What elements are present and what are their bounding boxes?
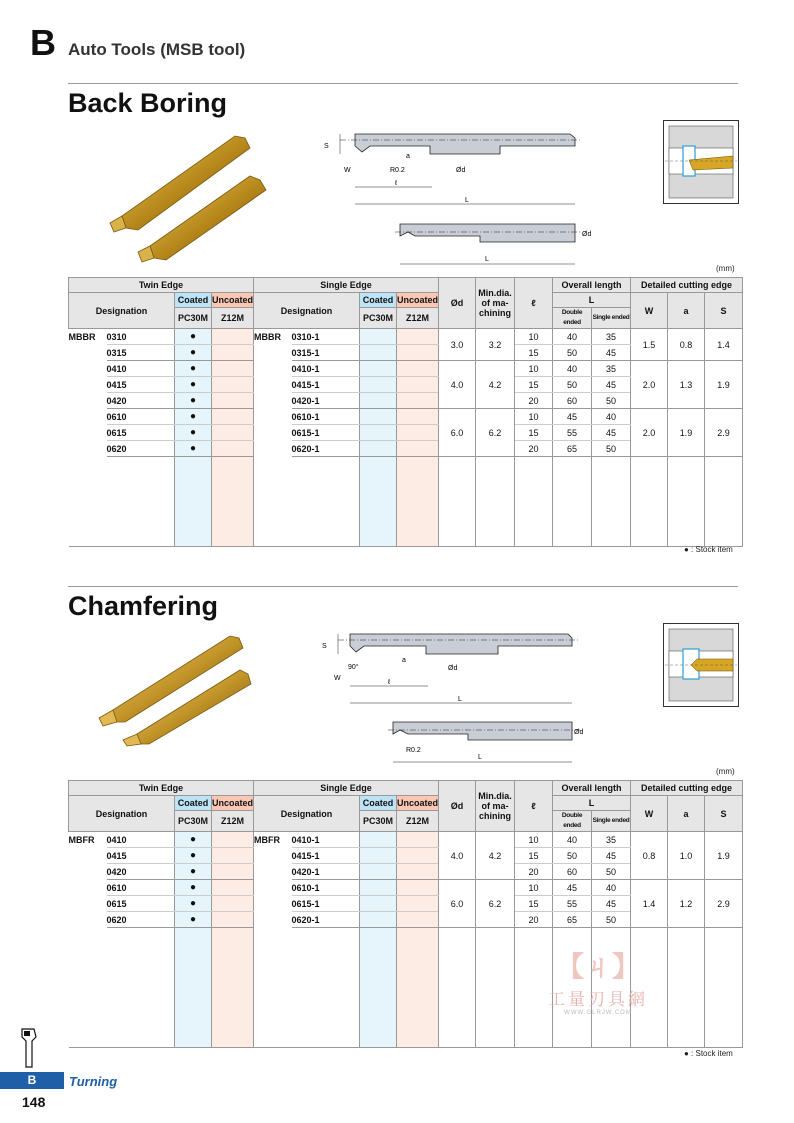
dim-l: ℓ	[395, 180, 398, 187]
w-header: W	[631, 293, 668, 329]
single-z12m-header: Z12M	[397, 811, 439, 832]
single-coated-header: Coated	[360, 293, 397, 308]
table-row: 0410 ● 0410-1 4.0 4.2 10 40 35 2.0 1.3 1.9	[69, 361, 743, 377]
table-row: 0610 ● 0610-1 6.0 6.2 10 45 40 2.0 1.9 2.9	[69, 409, 743, 425]
chapter-category: Auto Tools (MSB tool)	[68, 40, 246, 59]
unit-label: (mm)	[716, 767, 735, 776]
dim-a: a	[406, 153, 410, 160]
twin-edge-header: Twin Edge	[69, 781, 254, 796]
overall-length-header: Overall length	[553, 781, 631, 796]
dim-a: a	[402, 657, 406, 664]
twin-coated-header: Coated	[175, 293, 212, 308]
table-row: 0420 ● 0420-1 20 60 50	[69, 393, 743, 409]
single-ended-header: Single ended	[592, 308, 631, 329]
single-designation-header: Designation	[254, 293, 360, 329]
dim-r: R0.2	[406, 747, 421, 754]
chamfering-tool-photo	[95, 630, 255, 746]
l-header: ℓ	[515, 781, 553, 832]
chamfering-dimension-drawing	[318, 626, 593, 766]
dim-s: S	[322, 643, 327, 650]
detailed-edge-header: Detailed cutting edge	[631, 781, 743, 796]
section-divider	[68, 586, 738, 587]
twin-designation-header: Designation	[69, 796, 175, 832]
twin-edge-header: Twin Edge	[69, 278, 254, 293]
twin-coated-header: Coated	[175, 796, 212, 811]
section-title-chamfering: Chamfering	[68, 591, 219, 621]
single-edge-header: Single Edge	[254, 781, 439, 796]
single-uncoated-header: Uncoated	[397, 796, 439, 811]
turning-tool-icon	[20, 1027, 46, 1069]
L-header: L	[553, 293, 631, 308]
twin-pc30m-header: PC30M	[175, 308, 212, 329]
single-designation-header: Designation	[254, 796, 360, 832]
dim-r: R0.2	[390, 167, 405, 174]
single-z12m-header: Z12M	[397, 308, 439, 329]
twin-z12m-header: Z12M	[212, 308, 254, 329]
s-header: S	[705, 293, 743, 329]
single-coated-header: Coated	[360, 796, 397, 811]
a-header: a	[668, 293, 705, 329]
watermark	[528, 945, 668, 1016]
od-header: Ød	[439, 278, 476, 329]
dim-l: ℓ	[388, 679, 391, 686]
back-boring-tool-photo	[100, 128, 270, 264]
a-header: a	[668, 796, 705, 832]
dim-d: Ød	[456, 167, 466, 174]
table-row: 0315 ● 0315-1 15 50 45	[69, 345, 743, 361]
table-row: 0615 ● 0615-1 15 55 45	[69, 425, 743, 441]
table-row: 0610 ● 0610-1 6.0 6.2 10 45 40 1.4 1.2 2.9	[69, 880, 743, 896]
table-row: 0615 ● 0615-1 15 55 45	[69, 896, 743, 912]
twin-z12m-header: Z12M	[212, 811, 254, 832]
twin-uncoated-header: Uncoated	[212, 796, 254, 811]
table-row: 0620 ● 0620-1 20 65 50	[69, 912, 743, 928]
dim-d2: Ød	[582, 231, 592, 238]
footer-section-name: Turning	[69, 1074, 118, 1089]
double-ended-header: Double ended	[553, 811, 592, 832]
l-header: ℓ	[515, 278, 553, 329]
dim-d: Ød	[448, 665, 458, 672]
unit-label: (mm)	[716, 264, 735, 273]
header-divider	[68, 83, 738, 84]
stock-item-note: ● : Stock item	[684, 1049, 733, 1058]
table-row: 0620 ● 0620-1 20 65 50	[69, 441, 743, 457]
watermark-cn: 工量刃具網	[548, 990, 648, 1009]
dim-L2: L	[485, 256, 489, 263]
double-ended-header: Double ended	[553, 308, 592, 329]
mindia-header: Min.dia. of ma- chining	[476, 278, 515, 329]
footer-chapter-tab: B	[0, 1072, 64, 1089]
chapter-letter: B	[30, 22, 56, 63]
overall-length-header: Overall length	[553, 278, 631, 293]
table-row: 0415 ● 0415-1 15 50 45	[69, 377, 743, 393]
table-row: MBBR 0310 ● MBBR 0310-1 3.0 3.2 10 40 35 1.5 0.8 1.4	[69, 329, 743, 345]
single-pc30m-header: PC30M	[360, 308, 397, 329]
dim-w: W	[344, 167, 351, 174]
w-header: W	[631, 796, 668, 832]
single-uncoated-header: Uncoated	[397, 293, 439, 308]
page-number: 148	[22, 1094, 46, 1110]
section-title-back-boring: Back Boring	[68, 88, 228, 118]
table-blank-row	[69, 457, 743, 547]
chamfering-application-icon	[663, 623, 739, 707]
back-boring-dimension-drawing	[320, 124, 590, 274]
detailed-edge-header: Detailed cutting edge	[631, 278, 743, 293]
table-row: MBFR 0410 ● MBFR 0410-1 4.0 4.2 10 40 35 0.8 1.0 1.9	[69, 832, 743, 848]
dim-s: S	[324, 143, 329, 150]
dim-L: L	[458, 696, 462, 703]
od-header: Ød	[439, 781, 476, 832]
back-boring-spec-table	[68, 277, 743, 547]
single-ended-header: Single ended	[592, 811, 631, 832]
single-edge-header: Single Edge	[254, 278, 439, 293]
single-pc30m-header: PC30M	[360, 811, 397, 832]
watermark-logo-icon: 【ㄐ】	[555, 951, 640, 982]
table-row: 0420 ● 0420-1 20 60 50	[69, 864, 743, 880]
watermark-url: WWW.GLRJW.COM	[564, 1010, 632, 1016]
back-boring-application-icon	[663, 120, 739, 204]
twin-designation-header: Designation	[69, 293, 175, 329]
dim-L2: L	[478, 754, 482, 761]
stock-item-note: ● : Stock item	[684, 545, 733, 554]
s-header: S	[705, 796, 743, 832]
mindia-header: Min.dia. of ma- chining	[476, 781, 515, 832]
twin-uncoated-header: Uncoated	[212, 293, 254, 308]
dim-angle: 90°	[348, 664, 359, 671]
table-row: 0415 ● 0415-1 15 50 45	[69, 848, 743, 864]
L-header: L	[553, 796, 631, 811]
dim-L: L	[465, 197, 469, 204]
dim-d2: Ød	[574, 729, 584, 736]
twin-pc30m-header: PC30M	[175, 811, 212, 832]
dim-w: W	[334, 675, 341, 682]
